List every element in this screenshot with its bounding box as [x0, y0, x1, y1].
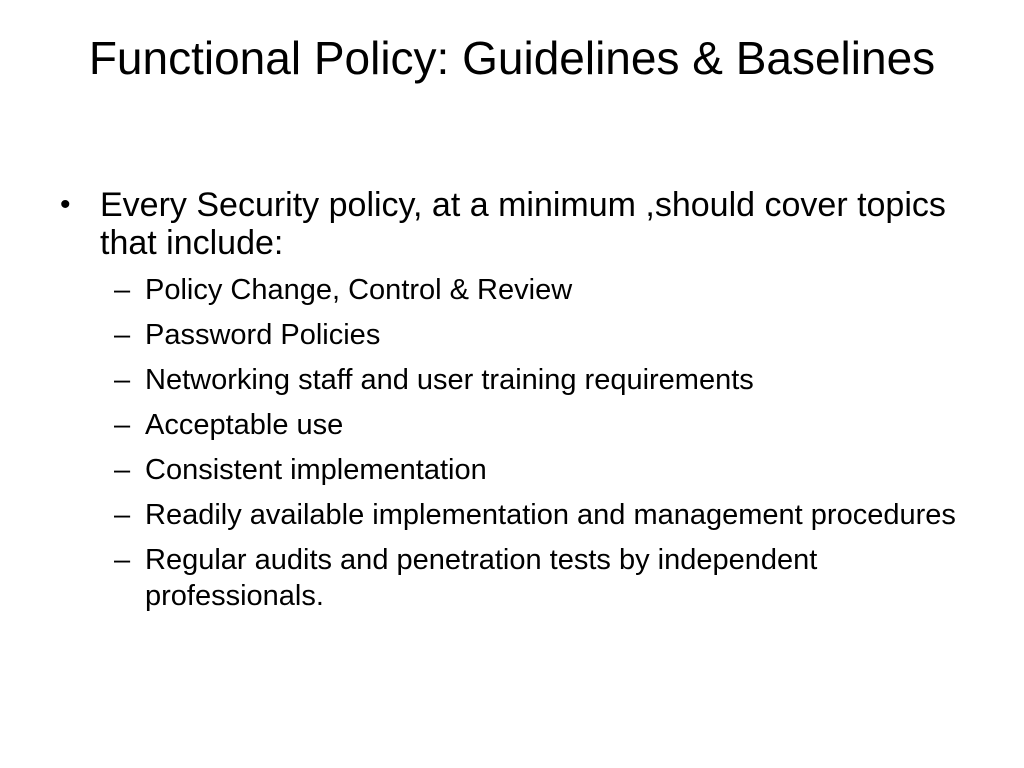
sub-bullet-text: Networking staff and user training requirements [145, 364, 754, 396]
sub-bullet-item [58, 542, 958, 614]
sub-bullet-item [58, 362, 958, 398]
sub-bullet-item [58, 272, 958, 308]
sub-bullet-text: Readily available implementation and management procedures [145, 499, 956, 531]
slide-body [58, 186, 958, 623]
bullet-marker: • [60, 188, 71, 221]
sub-bullet-marker: – [114, 499, 131, 531]
sub-bullet-marker: – [114, 544, 131, 576]
slide-title: Functional Policy: Guidelines & Baselines [88, 32, 936, 84]
sub-bullet-text: Consistent implementation [145, 454, 487, 486]
sub-bullet-marker: – [114, 319, 131, 351]
sub-bullet-text: Policy Change, Control & Review [145, 274, 573, 306]
sub-bullet-text: Password Policies [145, 319, 381, 351]
sub-bullet-text: Regular audits and penetration tests by independent professionals. [145, 544, 818, 612]
sub-bullet-text: Acceptable use [145, 409, 344, 441]
sub-bullet-item [58, 407, 958, 443]
sub-bullet-marker: – [114, 364, 131, 396]
sub-bullet-item [58, 497, 958, 533]
sub-bullet-marker: – [114, 454, 131, 486]
sub-bullet-marker: – [114, 409, 131, 441]
main-bullet [58, 186, 958, 262]
sub-bullet-marker: – [114, 274, 131, 306]
main-bullet-text: Every Security policy, at a minimum ,should cover topics that include: [100, 186, 946, 262]
sub-bullet-item [58, 452, 958, 488]
sub-bullet-item [58, 317, 958, 353]
sub-bullet-list [58, 272, 958, 614]
